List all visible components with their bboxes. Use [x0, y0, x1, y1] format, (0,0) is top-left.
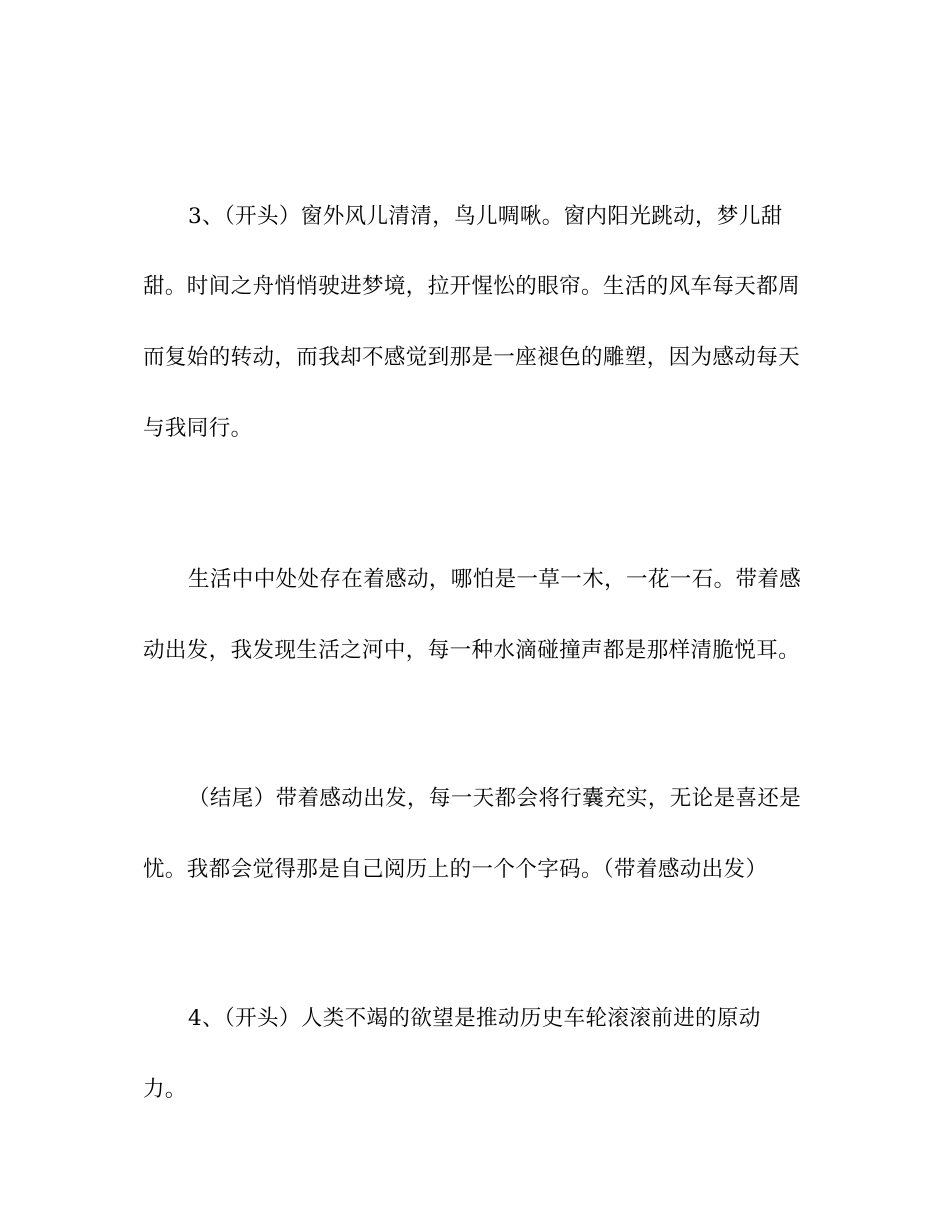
paragraph-4-line-1: 4、（开头）人类不竭的欲望是推动历史车轮滚滚前进的原动: [188, 1006, 761, 1031]
paragraph-2-line-2: 动出发，我发现生活之河中，每一种水滴碰撞声都是那样清脆悦耳。: [143, 638, 801, 663]
paragraph-3-line-1: （结尾）带着感动出发，每一天都会将行囊充实，无论是喜还是: [188, 786, 802, 811]
paragraph-1-line-3: 而复始的转动，而我却不感觉到那是一座褪色的雕塑，因为感动每天: [143, 345, 801, 370]
paragraph-3-line-2: 忧。我都会觉得那是自己阅历上的一个个字码。（带着感动出发）: [143, 857, 768, 882]
paragraph-1-line-2: 甜。时间之舟悄悄驶进梦境，拉开惺忪的眼帘。生活的风车每天都周: [143, 274, 801, 299]
paragraph-2-line-1: 生活中中处处存在着感动，哪怕是一草一木，一花一石。带着感: [188, 567, 802, 592]
paragraph-1-line-1: 3、（开头）窗外风儿清清，鸟儿啁啾。窗内阳光跳动，梦儿甜: [188, 204, 783, 229]
paragraph-1-line-4: 与我同行。: [143, 416, 253, 441]
paragraph-4-line-2: 力。: [143, 1077, 187, 1102]
